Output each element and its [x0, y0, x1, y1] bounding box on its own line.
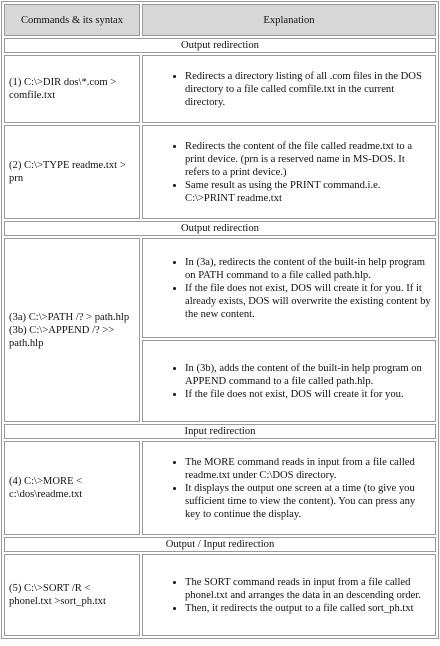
explanation-item: • The SORT command reads in input from a file called phonel.txt and arranges the data in an descending order. — [185, 576, 431, 602]
section-title: Output / Input redirection — [4, 537, 436, 552]
explanation-cell — [142, 55, 436, 123]
section-title: Output redirection — [4, 38, 436, 53]
section-row — [4, 221, 436, 236]
command-3a: (3a) C:\>PATH /? > path.hlp — [9, 311, 130, 323]
explanation-cell — [142, 340, 436, 422]
table-row — [4, 55, 436, 123]
explanation-item: • Redirects a directory listing of all .com files in the DOS directory to a file called comfile.txt in the current directory. — [185, 70, 431, 109]
explanation-cell — [142, 238, 436, 338]
header-row — [4, 4, 436, 36]
command-cell: (4) C:\>MORE < c:\dos\readme.txt — [4, 441, 140, 535]
command-cell: (1) C:\>DIR dos\*.com > comfile.txt — [4, 55, 140, 123]
section-row — [4, 38, 436, 53]
section-title: Output redirection — [4, 221, 436, 236]
explanation-item: • Then, it redirects the output to a file called sort_ph.txt — [185, 602, 431, 615]
explanation-item: • If the file does not exist, DOS will create it for you. If it already exists, DOS will overwrite the existing content by the new content. — [185, 282, 431, 321]
header-commands: Commands & its syntax — [4, 4, 140, 36]
section-row — [4, 537, 436, 552]
explanation-list — [147, 576, 431, 615]
command-cell: (2) C:\>TYPE readme.txt > prn — [4, 125, 140, 219]
table-row — [4, 125, 436, 219]
explanation-item: • The MORE command reads in input from a file called readme.txt under C:\DOS directory. — [185, 456, 431, 482]
table-row — [4, 441, 436, 535]
explanation-item: • Redirects the content of the file called readme.txt to a print device. (prn is a reserved name in MS-DOS. It refers to a print device.) — [185, 140, 431, 179]
header-explanation: Explanation — [142, 4, 436, 36]
explanation-list — [147, 256, 431, 321]
explanation-item: • In (3b), adds the content of the built-in help program on APPEND command to a file called path.hlp. — [185, 362, 431, 388]
explanation-list — [147, 140, 431, 205]
explanation-item: • In (3a), redirects the content of the built-in help program on PATH command to a file called path.hlp. — [185, 256, 431, 282]
section-title: Input redirection — [4, 424, 436, 439]
explanation-list — [147, 456, 431, 521]
explanation-cell — [142, 441, 436, 535]
explanation-item: • Same result as using the PRINT command.i.e. C:\>PRINT readme.txt — [185, 179, 431, 205]
explanation-cell — [142, 125, 436, 219]
explanation-cell — [142, 554, 436, 636]
section-row — [4, 424, 436, 439]
explanation-list — [147, 362, 431, 401]
command-cell — [4, 238, 140, 422]
table-row — [4, 554, 436, 636]
command-cell: (5) C:\>SORT /R < phonel.txt >sort_ph.txt — [4, 554, 140, 636]
command-3b: (3b) C:\>APPEND /? >> path.hlp — [9, 324, 115, 349]
table-row — [4, 238, 436, 338]
dos-redirection-table — [1, 1, 439, 639]
explanation-list — [147, 70, 431, 109]
explanation-item: • It displays the output one screen at a time (to give you sufficient time to view the content). You can press any key to continue the display. — [185, 482, 431, 521]
explanation-item: • If the file does not exist, DOS will create it for you. — [185, 388, 431, 401]
